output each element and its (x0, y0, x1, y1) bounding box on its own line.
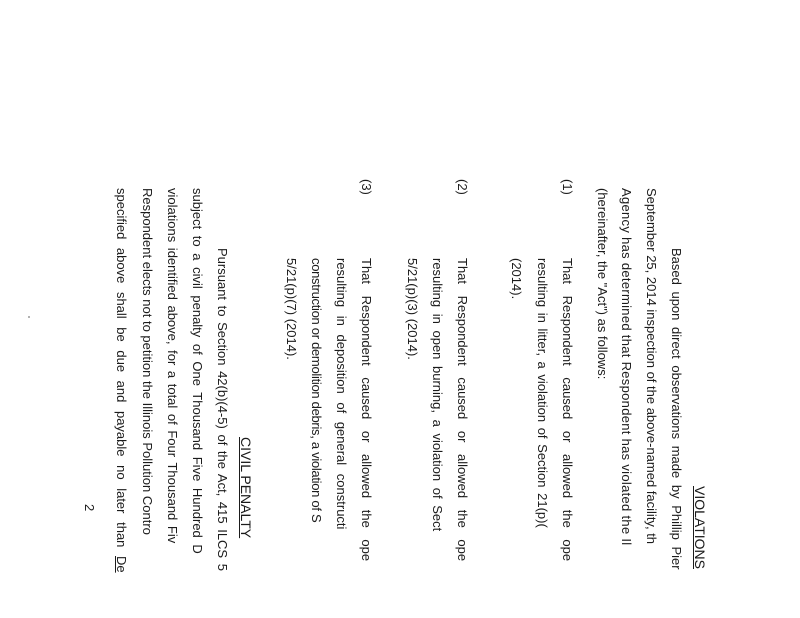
violation-item-2-number: (2) (455, 179, 470, 195)
scan-speck (28, 316, 30, 318)
violation-item-1-line-2: resulting in litter, a violation of Section 21(p)( (535, 258, 550, 528)
violation-item-3-line-1: That Respondent caused or allowed the ope (359, 258, 374, 562)
violation-item-1-line-3: (2014). (509, 258, 524, 300)
civil-penalty-heading: CIVIL PENALTY (238, 437, 254, 539)
violation-item-1-number: (1) (560, 179, 575, 195)
penalty-line-5-text: specified above shall be due and payable no later than (114, 188, 129, 557)
penalty-line-5-underlined: De (114, 556, 129, 573)
violation-item-3-line-4: 5/21(p)(7) (2014). (284, 258, 299, 360)
penalty-line-1: Pursuant to Section 42(b)(4-5) of the Act, 415 ILCS 5 (215, 248, 230, 571)
violations-intro-line-3: Agency has determined that Respondent has violated the Il (619, 188, 634, 546)
violations-intro-line-4: (hereinafter, the "Act") as follows: (595, 188, 610, 380)
violation-item-2-line-1: That Respondent caused or allowed the ope (455, 258, 470, 562)
page-number: 2 (82, 504, 97, 512)
violation-item-3-number: (3) (359, 179, 374, 195)
violation-item-3-line-2: resulting in deposition of general constructi (334, 258, 349, 530)
violation-item-1-line-1: That Respondent caused or allowed the ope (560, 258, 575, 562)
violation-item-2-line-3: 5/21(p)(3) (2014). (405, 258, 420, 360)
penalty-line-4: Respondent elects not to petition the Illinois Pollution Contro (140, 188, 155, 535)
penalty-line-2: subject to a civil penalty of One Thousand Five Hundred D (190, 188, 205, 554)
violations-intro-line-2: September 25, 2014 inspection of the above-named facility, th (644, 188, 659, 545)
penalty-line-3: violations identified above, for a total of Four Thousand Fiv (165, 188, 180, 544)
violation-item-2-line-2: resulting in open burning, a violation of Sect (430, 258, 445, 532)
violations-intro-line-1: Based upon direct observations made by Phillip Pier (669, 248, 684, 570)
penalty-line-5 (113, 188, 129, 573)
violation-item-3-line-3: construction or demolition debris, a violation of S (309, 258, 324, 523)
violations-heading: VIOLATIONS (692, 486, 708, 569)
